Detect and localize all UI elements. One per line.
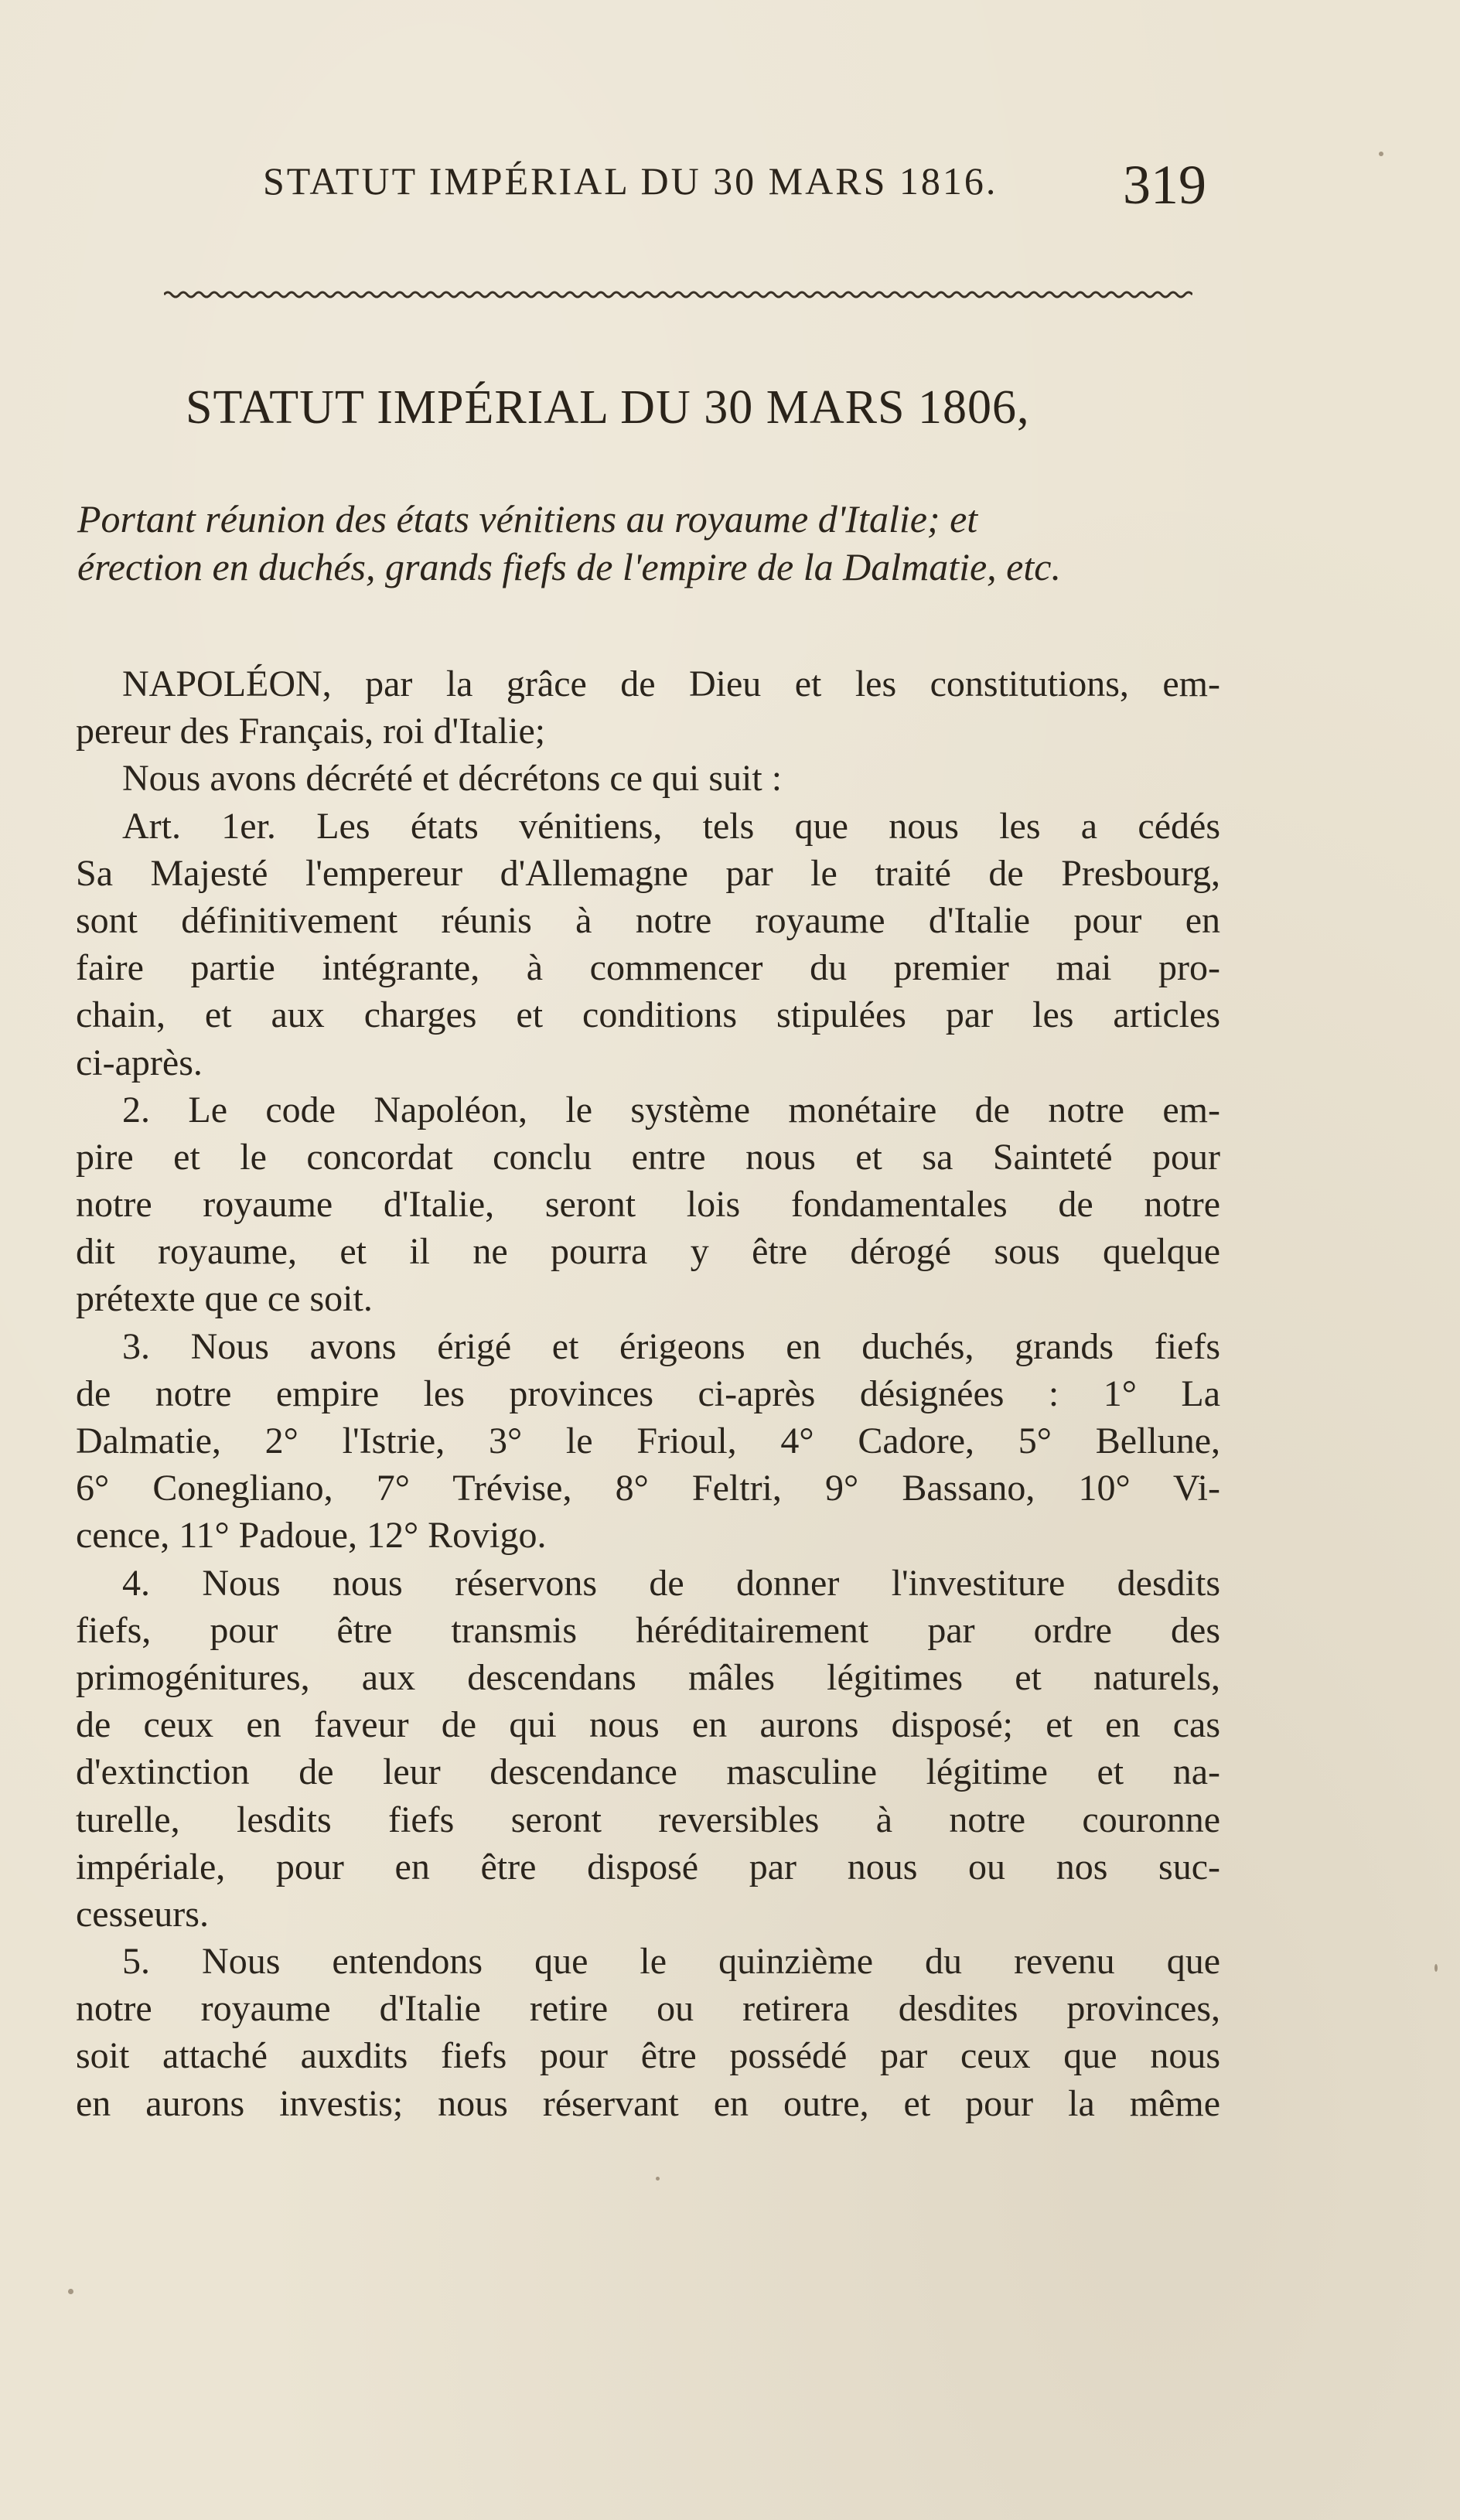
body-line: Sa Majesté l'empereur d'Allemagne par le traité de Presbourg,: [76, 852, 1220, 894]
body-line: NAPOLÉON, par la grâce de Dieu et les constitutions, em-: [122, 663, 1220, 704]
body-line: Nous avons décrété et décrétons ce qui suit :: [122, 758, 783, 800]
body-line: Art. 1er. Les états vénitiens, tels que nous les a cédés: [122, 805, 1220, 847]
body-line: 6° Conegliano, 7° Trévise, 8° Feltri, 9° Bassano, 10° Vi-: [76, 1468, 1220, 1509]
body-line: cence, 11° Padoue, 12° Rovigo.: [76, 1515, 547, 1557]
body-line: impériale, pour en être disposé par nous ou nos suc-: [76, 1846, 1220, 1887]
body-line: Dalmatie, 2° l'Istrie, 3° le Frioul, 4° Cadore, 5° Bellune,: [76, 1420, 1220, 1461]
body-line: chain, et aux charges et conditions stipulées par les articles: [76, 994, 1220, 1036]
body-line: dit royaume, et il ne pourra y être dérogé sous quelque: [76, 1231, 1220, 1273]
paper-spot: [656, 2177, 660, 2181]
body-line: de notre empire les provinces ci-après désignées : 1° La: [76, 1373, 1220, 1414]
subtitle-line: Portant réunion des états vénitiens au royaume d'Italie; et: [77, 497, 978, 540]
ornamental-rule: [164, 288, 1192, 302]
body-line: faire partie intégrante, à commencer du premier mai pro-: [76, 947, 1220, 989]
body-line: ci-après.: [76, 1042, 203, 1083]
subtitle-line: érection en duchés, grands fiefs de l'empire de la Dalmatie, etc.: [77, 545, 1061, 588]
body-line: primogénitures, aux descendans mâles légitimes et naturels,: [76, 1656, 1220, 1698]
body-line: en aurons investis; nous réservant en outre, et pour la même: [76, 2082, 1220, 2124]
body-line: fiefs, pour être transmis héréditairement par ordre des: [76, 1609, 1220, 1651]
body-line: prétexte que ce soit.: [76, 1278, 373, 1320]
body-line: pire et le concordat conclu entre nous et sa Sainteté pour: [76, 1136, 1220, 1178]
paper-spot: [1434, 1964, 1438, 1972]
body-line: notre royaume d'Italie retire ou retirera desdites provinces,: [76, 1988, 1220, 2030]
body-line: 3. Nous avons érigé et érigeons en duchés, grands fiefs: [122, 1325, 1220, 1367]
body-line: notre royaume d'Italie, seront lois fondamentales de notre: [76, 1184, 1220, 1226]
paper-spot: [68, 2289, 73, 2294]
paper-spot: [1379, 152, 1383, 156]
body-line: de ceux en faveur de qui nous en aurons disposé; et en cas: [76, 1704, 1220, 1746]
body-line: d'extinction de leur descendance masculine légitime et na-: [76, 1751, 1220, 1793]
body-line: 5. Nous entendons que le quinzième du revenu que: [122, 1941, 1220, 1983]
body-line: pereur des Français, roi d'Italie;: [76, 711, 546, 752]
body-line: 4. Nous nous réservons de donner l'investiture desdits: [122, 1562, 1220, 1604]
statute-title: STATUT IMPÉRIAL DU 30 MARS 1806,: [186, 381, 1030, 434]
page-number: 319: [1123, 154, 1206, 216]
body-line: cesseurs.: [76, 1893, 209, 1935]
body-line: 2. Le code Napoléon, le système monétaire de notre em-: [122, 1089, 1220, 1130]
body-line: soit attaché auxdits fiefs pour être possédé par ceux que nous: [76, 2035, 1220, 2077]
statute-body: [76, 660, 1220, 2127]
body-line: turelle, lesdits fiefs seront reversibles à notre couronne: [76, 1799, 1220, 1840]
body-line: sont définitivement réunis à notre royaume d'Italie pour en: [76, 899, 1220, 941]
running-head-title: STATUT IMPÉRIAL DU 30 MARS 1816.: [263, 159, 998, 203]
statute-subtitle: [77, 495, 1214, 591]
